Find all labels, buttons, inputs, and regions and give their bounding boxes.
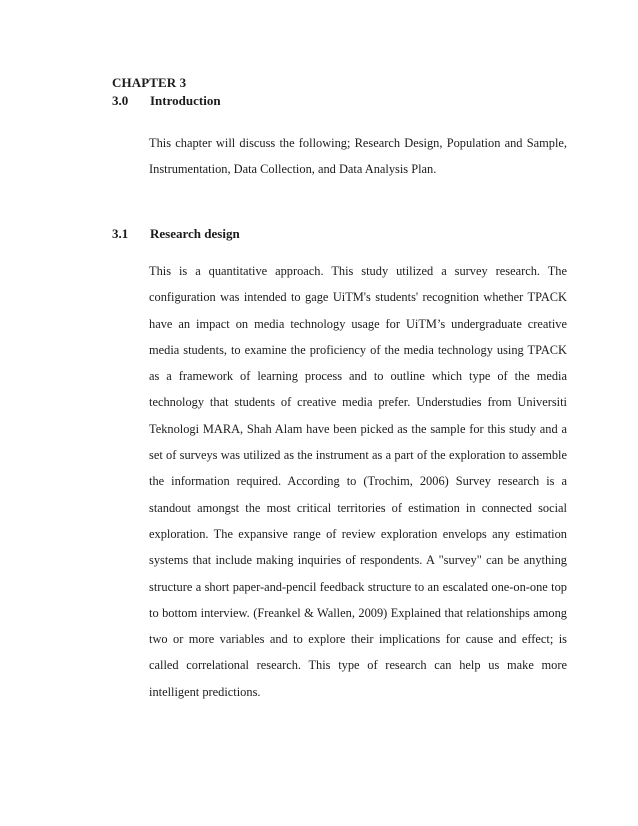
text-line: have an impact on media technology usage for UiTM’s undergraduate creative	[149, 316, 567, 331]
text-line: structure a short paper-and-pencil feedback structure to an escalated one-on-one top	[149, 579, 567, 594]
text-line: two or more variables and to explore their implications for cause and effect; is	[149, 632, 567, 647]
text-line: Teknologi MARA, Shah Alam have been picked as the sample for this study and a	[149, 421, 567, 436]
text-line: exploration. The expansive range of review exploration envelops any estimation	[149, 526, 567, 541]
chapter-label: CHAPTER 3	[112, 75, 187, 90]
text-line: called correlational research. This type of research can help us make more	[149, 658, 567, 673]
text-line: This is a quantitative approach. This study utilized a survey research. The	[149, 264, 567, 278]
research-design-paragraph	[149, 258, 567, 705]
section-heading-research-design	[112, 226, 240, 242]
text-line: as a framework of learning process and to outline which type of the media	[149, 369, 567, 384]
text-line: set of surveys was utilized as the instrument as a part of the exploration to assemble	[149, 448, 567, 463]
introduction-paragraph	[149, 130, 567, 183]
section-heading-introduction	[112, 93, 221, 109]
section-number: 3.0	[112, 93, 129, 108]
text-line: Instrumentation, Data Collection, and Data Analysis Plan.	[149, 162, 437, 177]
text-line: intelligent predictions.	[149, 684, 261, 699]
text-line: configuration was intended to gage UiTM's students' recognition whether TPACK	[149, 290, 567, 305]
section-number: 3.1	[112, 226, 129, 241]
text-line: to bottom interview. (Freankel & Wallen, 2009) Explained that relationships among	[149, 605, 567, 620]
text-line: standout amongst the most critical territories of estimation in connected social	[149, 500, 567, 515]
section-title: Research design	[150, 226, 240, 241]
text-line: This chapter will discuss the following; Research Design, Population and Sample,	[149, 136, 567, 150]
text-line: media students, to examine the proficiency of the media technology using TPACK	[149, 342, 567, 357]
section-title: Introduction	[150, 93, 221, 108]
text-line: the information required. According to (Trochim, 2006) Survey research is a	[149, 474, 567, 489]
text-line: systems that include making inquiries of respondents. A "survey" can be anything	[149, 553, 567, 568]
text-line: technology that students of creative media prefer. Understudies from Universiti	[149, 395, 567, 410]
